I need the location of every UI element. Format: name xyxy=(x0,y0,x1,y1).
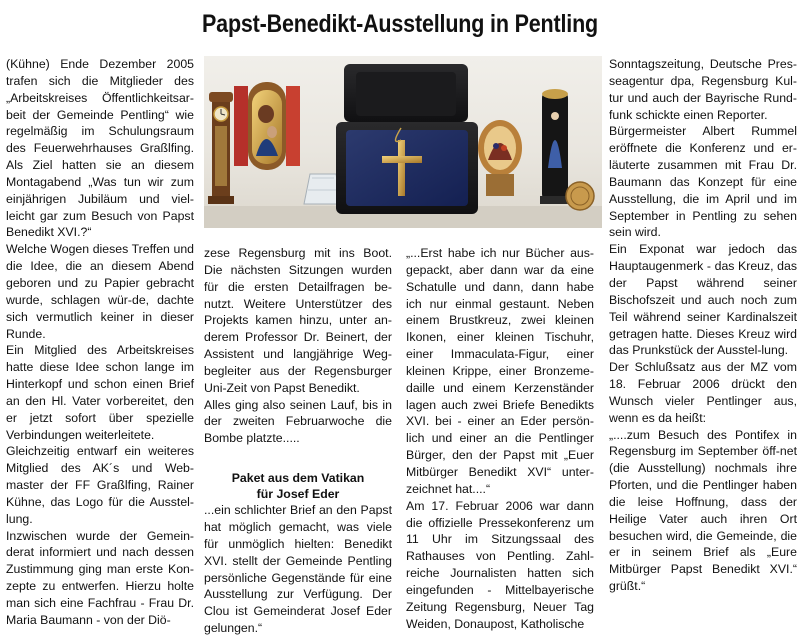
paragraph: „...Erst habe ich nur Bücher aus-gepackt, aber dann war da eine Schatulle und dann, dann habe ich nur einmal gestaunt. Neben einem Brustkreuz, zwei kleinen Ikonen, einer kleinen Tischuhr, einer Immaculata-Figur, einer kleinen Krippe, einer Bronzeme-daille und einem Kerzenständer lagen auch zwei Briefe Benedikts XVI. bei - einer an Eder persön-lich und einer an die Pentlinger Bürger, den der Papst mit „Euer Mitbürger Benedikt XVI“ unter-zeichnet hat....“ xyxy=(406,246,594,496)
pectoral-cross-in-case xyxy=(336,64,478,214)
paragraph: zese Regensburg mit ins Boot. Die nächsten Sitzungen wurden für die ersten Detailfragen be-nutzt. Weitere Unterstützer des Projekts kamen hinzu, unter an-derem Professor Dr. Beinert, der Assistent und langjährige Weg-begleiter aus der Regensburger Uni-Zeit von Papst Benedikt. xyxy=(204,246,392,395)
paragraph: ...ein schlichter Brief an den Papst hat möglich gemacht, was viele für unmöglich hielten: Benedikt XVI. stellt der Gemeinde Pentling persönliche Gegenstände für eine Ausstellung zur Verfügung. Der Clou ist Gemeinderat Josef Eder gelungen.“ xyxy=(204,503,392,636)
article-column-4 xyxy=(609,56,797,595)
paragraph: (Kühne) Ende Dezember 2005 trafen sich die Mitglieder des „Arbeitskreises Öffentlichkeitsar-beit der Gemeinde Pentling“ wie regelmäßig im Schulungsraum des Feuerwehrhauses Graßlfing. Als Ziel hatten sie an diesem Montagabend „Was tun wir zum einjährigen Jubiläum und viel-leicht gar zum Besuch von Papst Benedikt XVI.?“ xyxy=(6,57,194,240)
article-column-2 xyxy=(204,245,392,637)
paragraph: Sonntagszeitung, Deutsche Pres-seagentur dpa, Regensburg Kul-tur und auch der Bayrische Rund-funk schickte einen Reporter. xyxy=(609,57,797,122)
exhibit-photo xyxy=(204,56,602,228)
bronze-medal xyxy=(566,182,594,210)
subheading xyxy=(204,470,392,502)
paragraph: Gleichzeitig entwarf ein weiteres Mitglied des AK´s und Web-master der FF Graßlfing, Rainer Kühne, das Logo für die Ausstel-lung. xyxy=(6,444,194,526)
table-clock xyxy=(208,92,234,204)
paragraph: Der Schlußsatz aus der MZ vom 18. Februar 2006 drückt den Wunsch vieler Pentlinger aus, wenn es da heißt: xyxy=(609,360,797,425)
paragraph: Ein Mitglied des Arbeitskreises hatte diese Idee schon lange im Hinterkopf und schon einen Brief an den Hl. Vater vorbereitet, den er jetzt sofort über spezielle Verbindungen weiterleitete. xyxy=(6,343,194,442)
paragraph: Welche Wogen dieses Treffen und die Idee, die an diesem Abend geboren und zu Papier gebracht wurde, schlagen wür-de, dachte sich vermutlich keiner in dieser Runde. xyxy=(6,242,194,341)
paragraph: „....zum Besuch des Pontifex in Regensburg im September öff-net (die Ausstellung) nochmals ihre Pforten, und die Pentlinger haben die leise Hoffnung, dass der Heilige Vater auch ihren Ort besuchen wird, die Gemeinde, die er in seinem Brief als „Eure Mitbürger Papst Benedikt XVI.“ grüßt.“ xyxy=(609,427,797,594)
icon-triptych xyxy=(234,82,300,170)
subheading-line: Paket aus dem Vatikan xyxy=(231,471,365,486)
paragraph: Bürgermeister Albert Rummel eröffnete die Konferenz und er-läuterte zusammen mit Frau Dr. Baumann das Konzept für eine Ausstellung, die im April und im September in Pentling zu sehen sein wird. xyxy=(609,124,797,240)
article-column-1 xyxy=(6,56,194,629)
paragraph: Ein Exponat war jedoch das Hauptaugenmerk - das Kreuz, das der Papst während seiner Bischofszeit und auch noch zum Teil während seiner Kardinalszeit getragen hatte. Dieses Kreuz wird das Prunkstück der Ausstel-lung. xyxy=(609,242,797,358)
subheading-line: für Josef Eder xyxy=(256,487,340,502)
paragraph: Alles ging also seinen Lauf, bis in der zweiten Februarwoche die Bombe platzte..... xyxy=(204,397,392,446)
article-title: Papst-Benedikt-Ausstellung in Pentling xyxy=(201,10,599,38)
paragraph: Am 17. Februar 2006 war dann die offizielle Pressekonferenz um 11 Uhr im Sitzungssaal des Rathauses von Pentling. Zahl-reiche Journalisten hatten sich eingefunden - Mittelbayerische Zeitung Regensburg, Neuer Tag Weiden, Donaupost, Katholische xyxy=(406,498,594,631)
paragraph: Inzwischen wurde der Gemein-derat informiert und nach dessen Zustimmung ging man erste Kon-zepte zu entwerfen. Hierzu holte man sich eine Fachfrau - Frau Dr. Maria Baumann - von der Diö- xyxy=(6,528,194,627)
immaculata-figure xyxy=(540,89,570,204)
article-column-3 xyxy=(406,245,594,632)
nativity-medallion xyxy=(478,120,522,196)
